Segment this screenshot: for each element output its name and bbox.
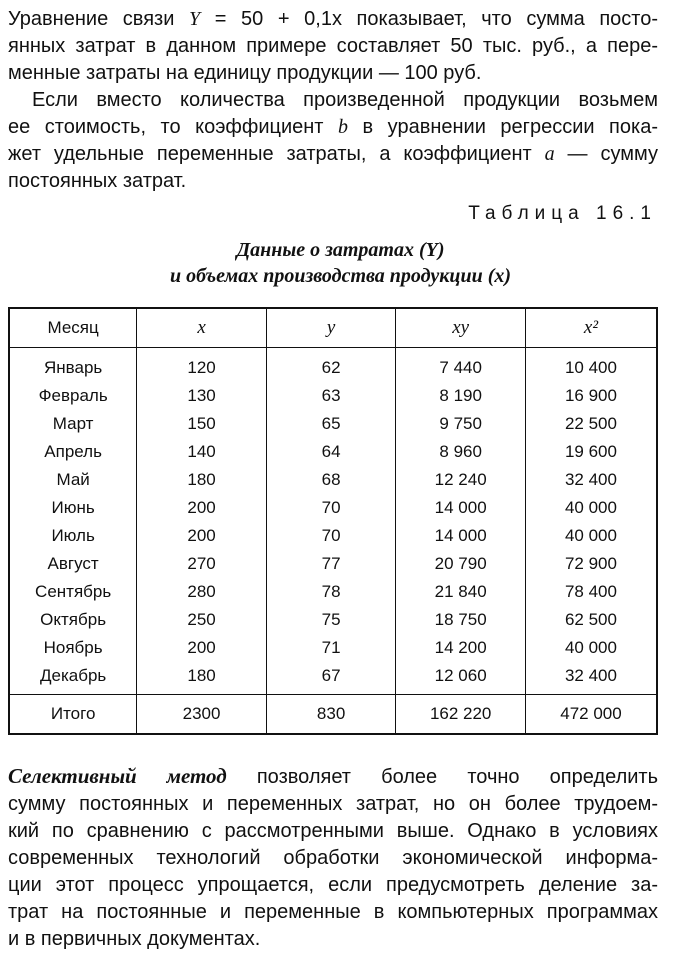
table-row xyxy=(9,348,657,383)
cell-xy: 8 960 xyxy=(396,438,526,466)
cell-month: Сентябрь xyxy=(9,578,137,606)
cell-x-squared: 40 000 xyxy=(525,634,657,662)
table-row xyxy=(9,662,657,695)
header-y: y xyxy=(266,308,396,348)
cell-x-squared: 62 500 xyxy=(525,606,657,634)
cell-xy: 14 000 xyxy=(396,494,526,522)
header-x-squared: x² xyxy=(525,308,657,348)
cell-month: Февраль xyxy=(9,382,137,410)
text-line: современных технологий обработки экономической информа- xyxy=(8,847,658,869)
cell-y: 67 xyxy=(266,662,396,695)
text-line: Уравнение связи Y = 50 + 0,1x показывает, что сумма посто- xyxy=(8,8,659,30)
cell-x: 180 xyxy=(137,466,267,494)
table-row xyxy=(9,466,657,494)
header-xy: xy xyxy=(396,308,526,348)
cell-x: 280 xyxy=(137,578,267,606)
cell-month: Январь xyxy=(9,348,137,383)
cell-y: 77 xyxy=(266,550,396,578)
cell-x: 140 xyxy=(137,438,267,466)
table-row xyxy=(9,494,657,522)
cell-x-squared: 40 000 xyxy=(525,522,657,550)
header-x: x xyxy=(137,308,267,348)
text-line: менные затраты на единицу продукции — 100 руб. xyxy=(8,62,482,84)
total-x-squared: 472 000 xyxy=(525,695,657,735)
cell-y: 70 xyxy=(266,522,396,550)
cell-month: Декабрь xyxy=(9,662,137,695)
cell-xy: 14 000 xyxy=(396,522,526,550)
table-caption-line-2: и объемах производства продукции (x) xyxy=(169,265,512,287)
text-line: ее стоимость, то коэффициент b в уравнении регрессии пока- xyxy=(8,116,658,138)
cell-x: 200 xyxy=(137,494,267,522)
outro-paragraph xyxy=(8,763,658,953)
cell-x: 250 xyxy=(137,606,267,634)
header-month: Месяц xyxy=(9,308,137,348)
total-label: Итого xyxy=(9,695,137,735)
table-row xyxy=(9,578,657,606)
cell-y: 63 xyxy=(266,382,396,410)
cell-month: Апрель xyxy=(9,438,137,466)
cell-x: 180 xyxy=(137,662,267,695)
cell-x-squared: 40 000 xyxy=(525,494,657,522)
text-line: кий по сравнению с рассмотренными выше. Однако в условиях xyxy=(8,820,658,842)
cell-x-squared: 19 600 xyxy=(525,438,657,466)
text-line: Селективный метод позволяет более точно определить xyxy=(8,764,658,788)
cell-y: 70 xyxy=(266,494,396,522)
intro-paragraph-2 xyxy=(8,87,658,195)
cell-y: 78 xyxy=(266,578,396,606)
cell-x: 200 xyxy=(137,522,267,550)
total-y: 830 xyxy=(266,695,396,735)
cell-y: 71 xyxy=(266,634,396,662)
cell-x-squared: 10 400 xyxy=(525,348,657,383)
intro-paragraph-1 xyxy=(8,6,658,87)
table-row xyxy=(9,522,657,550)
table-row xyxy=(9,550,657,578)
table-row xyxy=(9,438,657,466)
cell-y: 62 xyxy=(266,348,396,383)
cell-x: 200 xyxy=(137,634,267,662)
cell-x-squared: 78 400 xyxy=(525,578,657,606)
cell-xy: 9 750 xyxy=(396,410,526,438)
data-table xyxy=(8,307,658,735)
text-line: трат на постоянные и переменные в компьютерных программах xyxy=(8,901,658,923)
cell-xy: 12 240 xyxy=(396,466,526,494)
text-line: ции этот процесс упрощается, если предусмотреть деление за- xyxy=(8,874,658,896)
text-line: и в первичных документах. xyxy=(8,928,261,950)
total-x: 2300 xyxy=(137,695,267,735)
table-header-row xyxy=(9,308,657,348)
cell-xy: 12 060 xyxy=(396,662,526,695)
cell-xy: 14 200 xyxy=(396,634,526,662)
cell-x: 150 xyxy=(137,410,267,438)
table-total-row xyxy=(9,695,657,735)
text-line: сумму постоянных и переменных затрат, но он более трудоем- xyxy=(8,793,658,815)
cell-xy: 21 840 xyxy=(396,578,526,606)
cell-x-squared: 32 400 xyxy=(525,662,657,695)
cell-x-squared: 22 500 xyxy=(525,410,657,438)
cell-month: Октябрь xyxy=(9,606,137,634)
table-caption-line-1: Данные о затратах (Y) xyxy=(236,239,445,261)
cell-y: 68 xyxy=(266,466,396,494)
cell-x: 130 xyxy=(137,382,267,410)
cell-month: Июнь xyxy=(9,494,137,522)
text-line: Если вместо количества произведенной продукции возьмем xyxy=(32,89,658,111)
cell-y: 65 xyxy=(266,410,396,438)
cell-xy: 8 190 xyxy=(396,382,526,410)
cell-xy: 7 440 xyxy=(396,348,526,383)
table-row xyxy=(9,606,657,634)
table-number-label: Таблица 16.1 xyxy=(468,203,657,224)
text-line: жет удельные переменные затраты, а коэффициент a — сумму xyxy=(8,143,658,165)
cell-y: 64 xyxy=(266,438,396,466)
cell-x: 270 xyxy=(137,550,267,578)
text-line: янных затрат в данном примере составляет 50 тыс. руб., а пере- xyxy=(8,35,658,57)
cell-x: 120 xyxy=(137,348,267,383)
cell-x-squared: 32 400 xyxy=(525,466,657,494)
cell-month: Май xyxy=(9,466,137,494)
table-row xyxy=(9,410,657,438)
cell-x-squared: 72 900 xyxy=(525,550,657,578)
cell-month: Март xyxy=(9,410,137,438)
cell-xy: 18 750 xyxy=(396,606,526,634)
cell-month: Июль xyxy=(9,522,137,550)
table-row xyxy=(9,382,657,410)
term-selective-method: Селективный метод xyxy=(8,764,227,788)
cell-x-squared: 16 900 xyxy=(525,382,657,410)
cell-xy: 20 790 xyxy=(396,550,526,578)
cell-month: Август xyxy=(9,550,137,578)
table-row xyxy=(9,634,657,662)
total-xy: 162 220 xyxy=(396,695,526,735)
cell-y: 75 xyxy=(266,606,396,634)
cell-month: Ноябрь xyxy=(9,634,137,662)
text-line: постоянных затрат. xyxy=(8,170,187,192)
